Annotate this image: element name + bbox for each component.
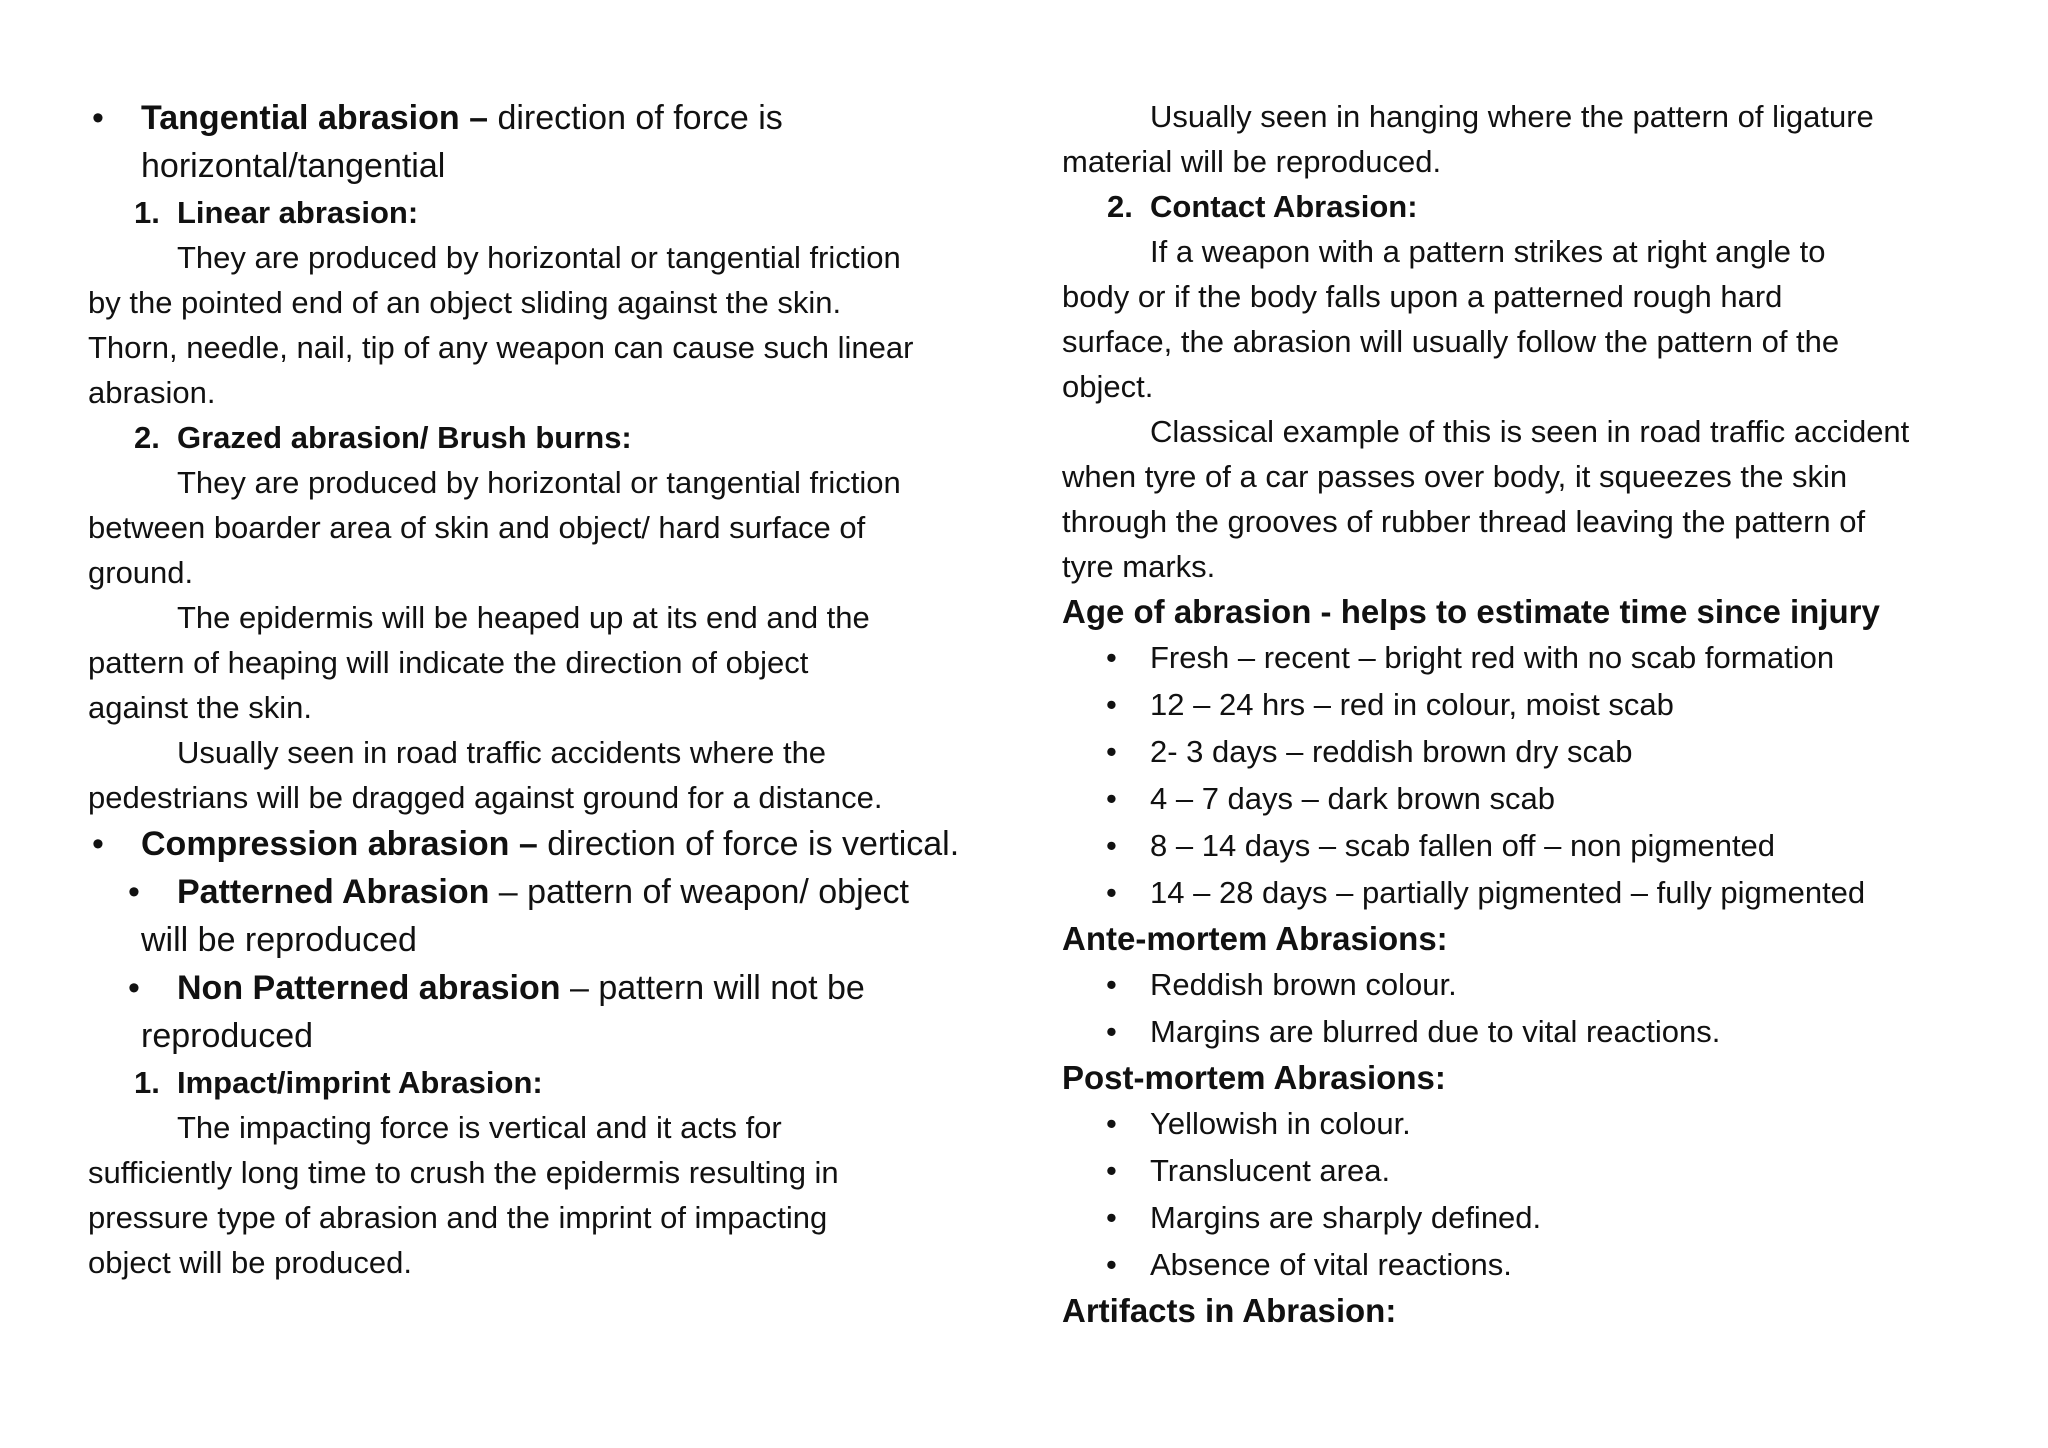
bullet-icon: • [1106,1106,1117,1141]
bullet-icon: • [1106,1200,1117,1235]
list-item [1062,822,1992,869]
paragraph-line: sufficiently long time to crush the epidermis resulting in [88,1155,839,1190]
list-item [1062,1100,1992,1147]
bullet-icon: • [92,99,104,137]
grazed-abrasion-title: Grazed abrasion/ Brush burns: [177,420,632,455]
paragraph-line: The impacting force is vertical and it acts for [177,1110,782,1145]
artifacts-heading: Artifacts in Abrasion: [1062,1292,1397,1329]
non-patterned-abrasion-item [88,964,1018,1012]
tangential-abrasion-cont: horizontal/tangential [141,147,446,185]
paragraph-line: abrasion. [88,375,216,410]
list-item [1062,1194,1992,1241]
list-item-text: Translucent area. [1150,1153,1391,1188]
paragraph-line: tyre marks. [1062,549,1216,584]
bullet-icon: • [1106,640,1117,675]
bullet-icon: • [1106,875,1117,910]
paragraph-line: object will be produced. [88,1245,412,1280]
compression-abrasion-title: Compression abrasion – [141,825,538,863]
list-item-text: Margins are sharply defined. [1150,1200,1542,1235]
list-item-text: Absence of vital reactions. [1150,1247,1512,1282]
compression-abrasion-item [88,820,1018,868]
age-of-abrasion-heading: Age of abrasion - helps to estimate time since injury [1062,593,1880,630]
list-number: 2. [1107,189,1133,224]
ante-mortem-heading: Ante-mortem Abrasions: [1062,920,1448,957]
paragraph-line: They are produced by horizontal or tangential friction [177,240,901,275]
contact-abrasion-title: Contact Abrasion: [1150,189,1418,224]
paragraph-line: They are produced by horizontal or tangential friction [177,465,901,500]
patterned-abrasion-item [88,868,1018,916]
bullet-icon: • [128,969,140,1007]
list-item [1062,1008,1992,1055]
paragraph-line: The epidermis will be heaped up at its end and the [177,600,870,635]
patterned-abrasion-cont: will be reproduced [141,921,417,959]
compression-abrasion-text: direction of force is vertical. [537,825,960,863]
paragraph-line: If a weapon with a pattern strikes at right angle to [1150,234,1826,269]
paragraph-line: when tyre of a car passes over body, it squeezes the skin [1062,459,1848,494]
list-item-text: Yellowish in colour. [1150,1106,1411,1141]
paragraph-line: between boarder area of skin and object/ hard surface of [88,510,866,545]
list-item-text: 14 – 28 days – partially pigmented – fully pigmented [1150,875,1866,910]
non-patterned-abrasion-cont: reproduced [141,1017,314,1055]
bullet-icon: • [1106,687,1117,722]
paragraph-line: pattern of heaping will indicate the direction of object [88,645,809,680]
list-item-text: 2- 3 days – reddish brown dry scab [1150,734,1633,769]
bullet-icon: • [1106,1247,1117,1282]
patterned-abrasion-title: Patterned Abrasion [177,873,490,911]
paragraph-line: Usually seen in hanging where the pattern of ligature [1150,99,1874,134]
list-item-text: 8 – 14 days – scab fallen off – non pigmented [1150,828,1776,863]
paragraph-line: Thorn, needle, nail, tip of any weapon can cause such linear [88,330,914,365]
list-item [1062,728,1992,775]
bullet-icon: • [1106,1153,1117,1188]
list-item [1062,961,1992,1008]
list-item-text: Margins are blurred due to vital reactions. [1150,1014,1721,1049]
list-item-text: 4 – 7 days – dark brown scab [1150,781,1555,816]
list-item-text: Fresh – recent – bright red with no scab formation [1150,640,1835,675]
paragraph-line: pedestrians will be dragged against ground for a distance. [88,780,883,815]
patterned-abrasion-text: – pattern of weapon/ object [489,873,909,911]
bullet-icon: • [1106,781,1117,816]
bullet-icon: • [1106,734,1117,769]
paragraph-line: Classical example of this is seen in road traffic accident [1150,414,1910,449]
bullet-icon: • [1106,828,1117,863]
paragraph-line: ground. [88,555,194,590]
paragraph-line: through the grooves of rubber thread leaving the pattern of [1062,504,1866,539]
right-column [1062,94,1992,1333]
bullet-icon: • [1106,967,1117,1002]
list-item [1062,775,1992,822]
tangential-abrasion-text: direction of force is [488,99,783,137]
linear-abrasion-heading [88,190,1018,235]
linear-abrasion-title: Linear abrasion: [177,195,419,230]
list-item [1062,634,1992,681]
impact-abrasion-heading [88,1060,1018,1105]
list-number: 1. [134,1065,160,1100]
list-item [1062,1147,1992,1194]
paragraph-line: surface, the abrasion will usually follow the pattern of the [1062,324,1840,359]
tangential-abrasion-title: Tangential abrasion – [141,99,489,137]
bullet-icon: • [92,825,104,863]
paragraph-line: Usually seen in road traffic accidents where the [177,735,827,770]
grazed-abrasion-heading [88,415,1018,460]
left-column [88,94,1018,1285]
list-number: 1. [134,195,160,230]
contact-abrasion-heading [1062,184,1992,229]
paragraph-line: by the pointed end of an object sliding against the skin. [88,285,842,320]
non-patterned-abrasion-text: – pattern will not be [560,969,865,1007]
paragraph-line: body or if the body falls upon a patterned rough hard [1062,279,1783,314]
impact-abrasion-title: Impact/imprint Abrasion: [177,1065,543,1100]
list-item [1062,681,1992,728]
paragraph-line: material will be reproduced. [1062,144,1442,179]
list-item-text: 12 – 24 hrs – red in colour, moist scab [1150,687,1674,722]
list-number: 2. [134,420,160,455]
list-item [1062,869,1992,916]
bullet-icon: • [128,873,140,911]
paragraph-line: object. [1062,369,1154,404]
tangential-abrasion-item [88,94,1018,142]
list-item [1062,1241,1992,1288]
list-item-text: Reddish brown colour. [1150,967,1457,1002]
non-patterned-abrasion-title: Non Patterned abrasion [177,969,561,1007]
paragraph-line: against the skin. [88,690,313,725]
paragraph-line: pressure type of abrasion and the imprint of impacting [88,1200,828,1235]
post-mortem-heading: Post-mortem Abrasions: [1062,1059,1446,1096]
bullet-icon: • [1106,1014,1117,1049]
